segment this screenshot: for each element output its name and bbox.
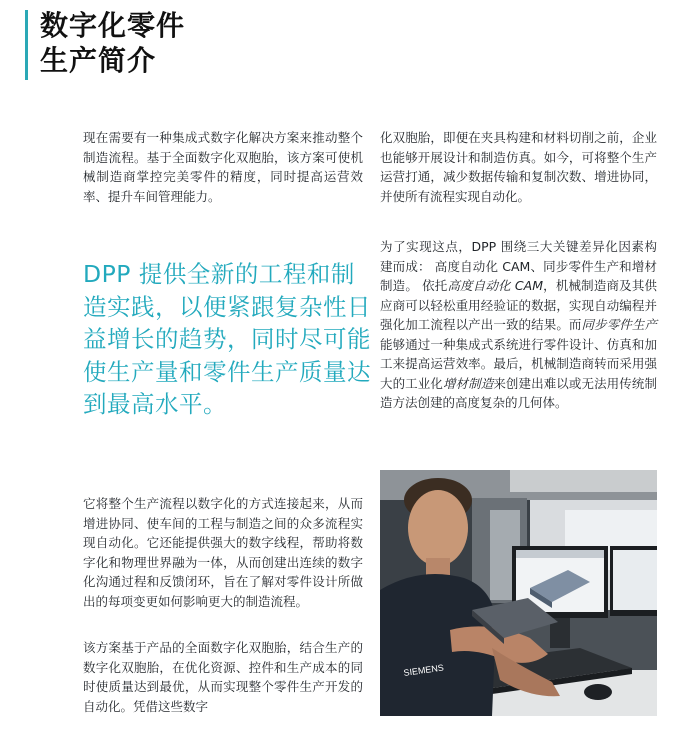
differentiators-text-4: 来创建出难以或无法用传统制造方法创建的高度复杂的几何体。 [380,375,657,410]
intro-paragraph: 现在需要有一种集成式数字化解决方案来推动整个制造流程。基于全面数字化双胞胎，该方案可使机械制造商掌控完美零件的精度，同时提高运营效率、提升车间管理能力。 [83,130,363,204]
differentiators-text-3: 能够通过一种集成式系统进行零件设计、仿真和加工来提高运营效率。最后，机械制造商转而采用强大的工业化 [380,336,657,391]
synchronized-part-production-term: 同步零件生产 [581,317,657,332]
additive-manufacturing-term: 增材制造 [442,375,494,391]
differentiators-text-1: 为了实现这点，DPP 围绕三大关键差异化因素构建而成： 高度自动化 CAM、同步零件生产和增材制造。 依托 [380,239,657,293]
highly-automated-cam-term: 高度自动化 CAM [447,278,543,293]
digital-twin-paragraph: 该方案基于产品的全面数字化双胞胎，结合生产的数字化双胞胎，在优化资源、控件和生产成本的同时使质量达到最优，从而实现整个零件生产开发的自动化。凭借这些数字 [83,640,363,714]
engineer-workstation-photo [380,470,657,716]
digital-thread-paragraph: 它将整个生产流程以数字化的方式连接起来，从而增进协同、使车间的工程与制造之间的众多流程实现自动化。它还能提供强大的数字线程，帮助将数字化和物理世界融为一体，从而创建出连续的数字化沟通过程和反馈闭环，旨在了解对零件设计所做出的每项变更如何影响更大的制造流程。 [83,496,363,609]
page-title-line-1: 数字化零件 [40,9,186,42]
differentiators-paragraph [380,237,657,413]
title-accent-bar [25,10,28,80]
page-title-line-2: 生产简介 [40,44,157,77]
simulation-paragraph: 化双胞胎，即便在夹具构建和材料切削之前，企业也能够开展设计和制造仿真。如今，可将整个生产运营打通，减少数据传输和复制次数、增进协同，并使所有流程实现自动化。 [380,130,657,204]
page-title [40,8,185,78]
pull-quote: DPP 提供全新的工程和制造实践，以便紧跟复杂性日益增长的趋势，同时尽可能使生产量和零件生产质量达到最高水平。 [83,260,371,418]
differentiators-text-2: ，机械制造商及其供应商可以轻松重用经验证的数据，实现自动编程并强化加工流程以产出一致的结果。而 [380,278,657,332]
laptop-brand-label: SIEMENS [402,662,445,678]
